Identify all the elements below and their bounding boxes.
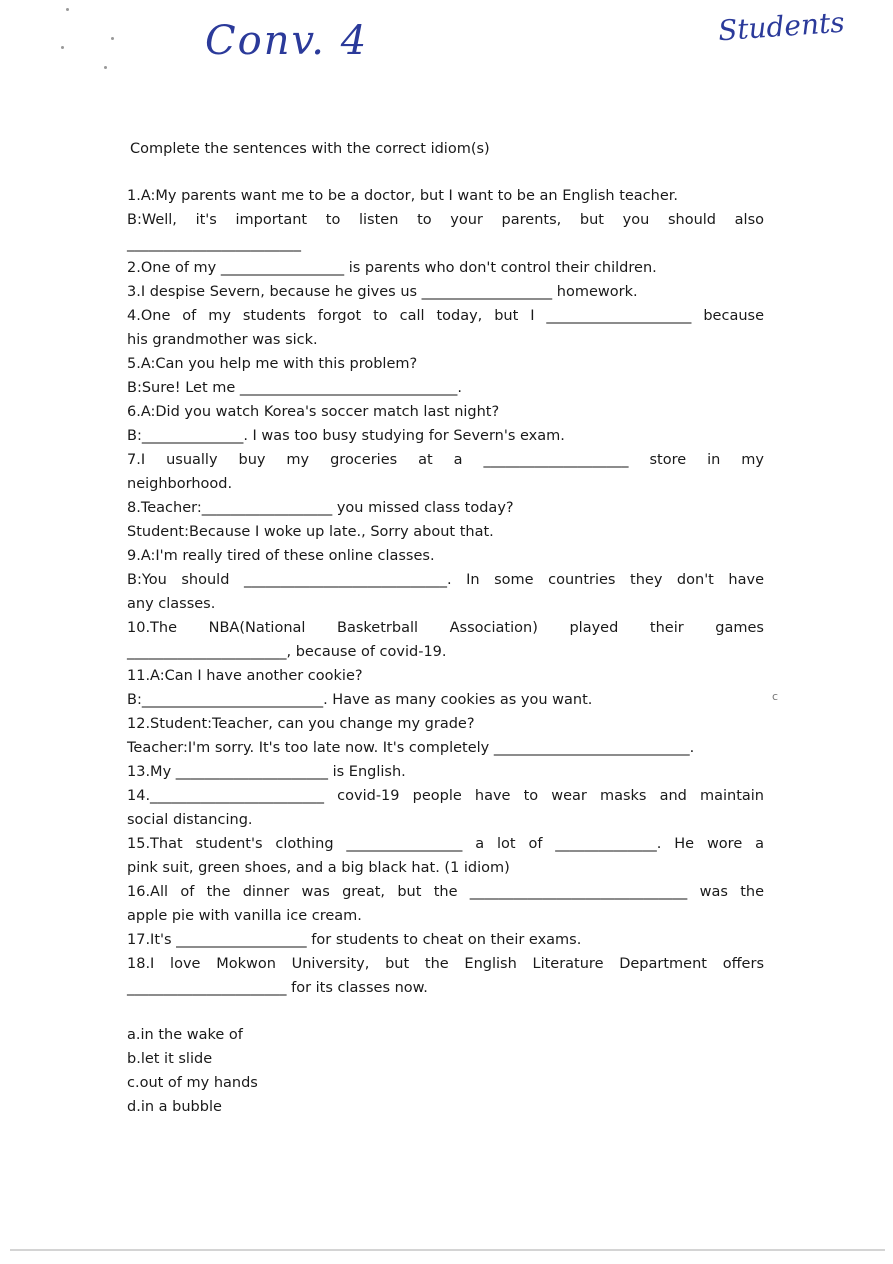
question-item [127,784,764,832]
question-line: his grandmother was sick. [127,332,318,348]
question-item [127,280,764,304]
question-item [127,880,764,928]
question-item [127,496,764,544]
question-line: ________________________ [127,236,301,252]
question-item [127,760,764,784]
question-line: 6.A:Did you watch Korea's soccer match last night? [127,404,500,420]
question-item [127,448,764,496]
scan-edge-line [10,1249,885,1251]
question-line: Student:Because I woke up late., Sorry about that. [127,524,494,540]
handwritten-tag: Students [717,5,846,48]
question-line: 9.A:I'm really tired of these online classes. [127,548,435,564]
question-line: ______________________, because of covid-19. [127,644,447,660]
question-line: 4.One of my students forgot to call today, but I ____________________ because [127,308,764,324]
scan-speck [61,46,64,49]
instructions: Complete the sentences with the correct idiom(s) [130,141,490,157]
question-line: 7.I usually buy my groceries at a ____________________ store in my [127,452,764,468]
question-line: B:_________________________. Have as many cookies as you want. [127,692,593,708]
question-line: 12.Student:Teacher, can you change my grade? [127,716,475,732]
question-line: 15.That student's clothing ________________ a lot of ______________. He wore a [127,836,764,852]
question-line: 10.The NBA(National Basketrball Association) played their games [127,620,764,636]
question-item [127,400,764,448]
margin-mark: c [772,690,779,703]
question-line: B:______________. I was too busy studying for Severn's exam. [127,428,565,444]
question-item [127,616,764,664]
answer-option: a.in the wake of [127,1027,243,1043]
question-line: 16.All of the dinner was great, but the ______________________________ was the [127,884,764,900]
question-line: 11.A:Can I have another cookie? [127,668,363,684]
question-item [127,352,764,400]
question-line: 5.A:Can you help me with this problem? [127,356,418,372]
question-line: pink suit, green shoes, and a big black hat. (1 idiom) [127,860,510,876]
handwritten-title: Conv. 4 [205,18,369,64]
question-line: 18.I love Mokwon University, but the English Literature Department offers [127,956,764,972]
question-line: apple pie with vanilla ice cream. [127,908,362,924]
answer-options [127,1023,764,1119]
question-item [127,304,764,352]
question-line: 1.A:My parents want me to be a doctor, but I want to be an English teacher. [127,188,679,204]
question-line: 2.One of my _________________ is parents who don't control their children. [127,260,657,276]
question-item [127,832,764,880]
question-line: B:Sure! Let me ______________________________. [127,380,463,396]
answer-option: c.out of my hands [127,1075,258,1091]
question-line: 3.I despise Severn, because he gives us __________________ homework. [127,284,638,300]
question-item [127,544,764,616]
worksheet-content [127,137,764,1119]
question-line: B:Well, it's important to listen to your parents, but you should also [127,212,764,228]
question-item [127,664,764,712]
question-item [127,952,764,1000]
scan-speck [66,8,69,11]
question-line: neighborhood. [127,476,233,492]
question-line: 14.________________________ covid-19 people have to wear masks and maintain [127,788,764,804]
question-line: any classes. [127,596,216,612]
answer-option: b.let it slide [127,1051,213,1067]
question-line: 8.Teacher:__________________ you missed class today? [127,500,514,516]
question-item [127,184,764,256]
question-line: B:You should ____________________________. In some countries they don't have [127,572,764,588]
answer-option: d.in a bubble [127,1099,222,1115]
question-item [127,712,764,760]
scan-speck [111,37,114,40]
question-line: ______________________ for its classes now. [127,980,428,996]
question-item [127,928,764,952]
scan-speck [104,66,107,69]
question-item [127,256,764,280]
question-line: 17.It's __________________ for students to cheat on their exams. [127,932,582,948]
question-line: 13.My _____________________ is English. [127,764,406,780]
question-list [127,184,764,1000]
question-line: social distancing. [127,812,253,828]
question-line: Teacher:I'm sorry. It's too late now. It's completely ___________________________. [127,740,695,756]
